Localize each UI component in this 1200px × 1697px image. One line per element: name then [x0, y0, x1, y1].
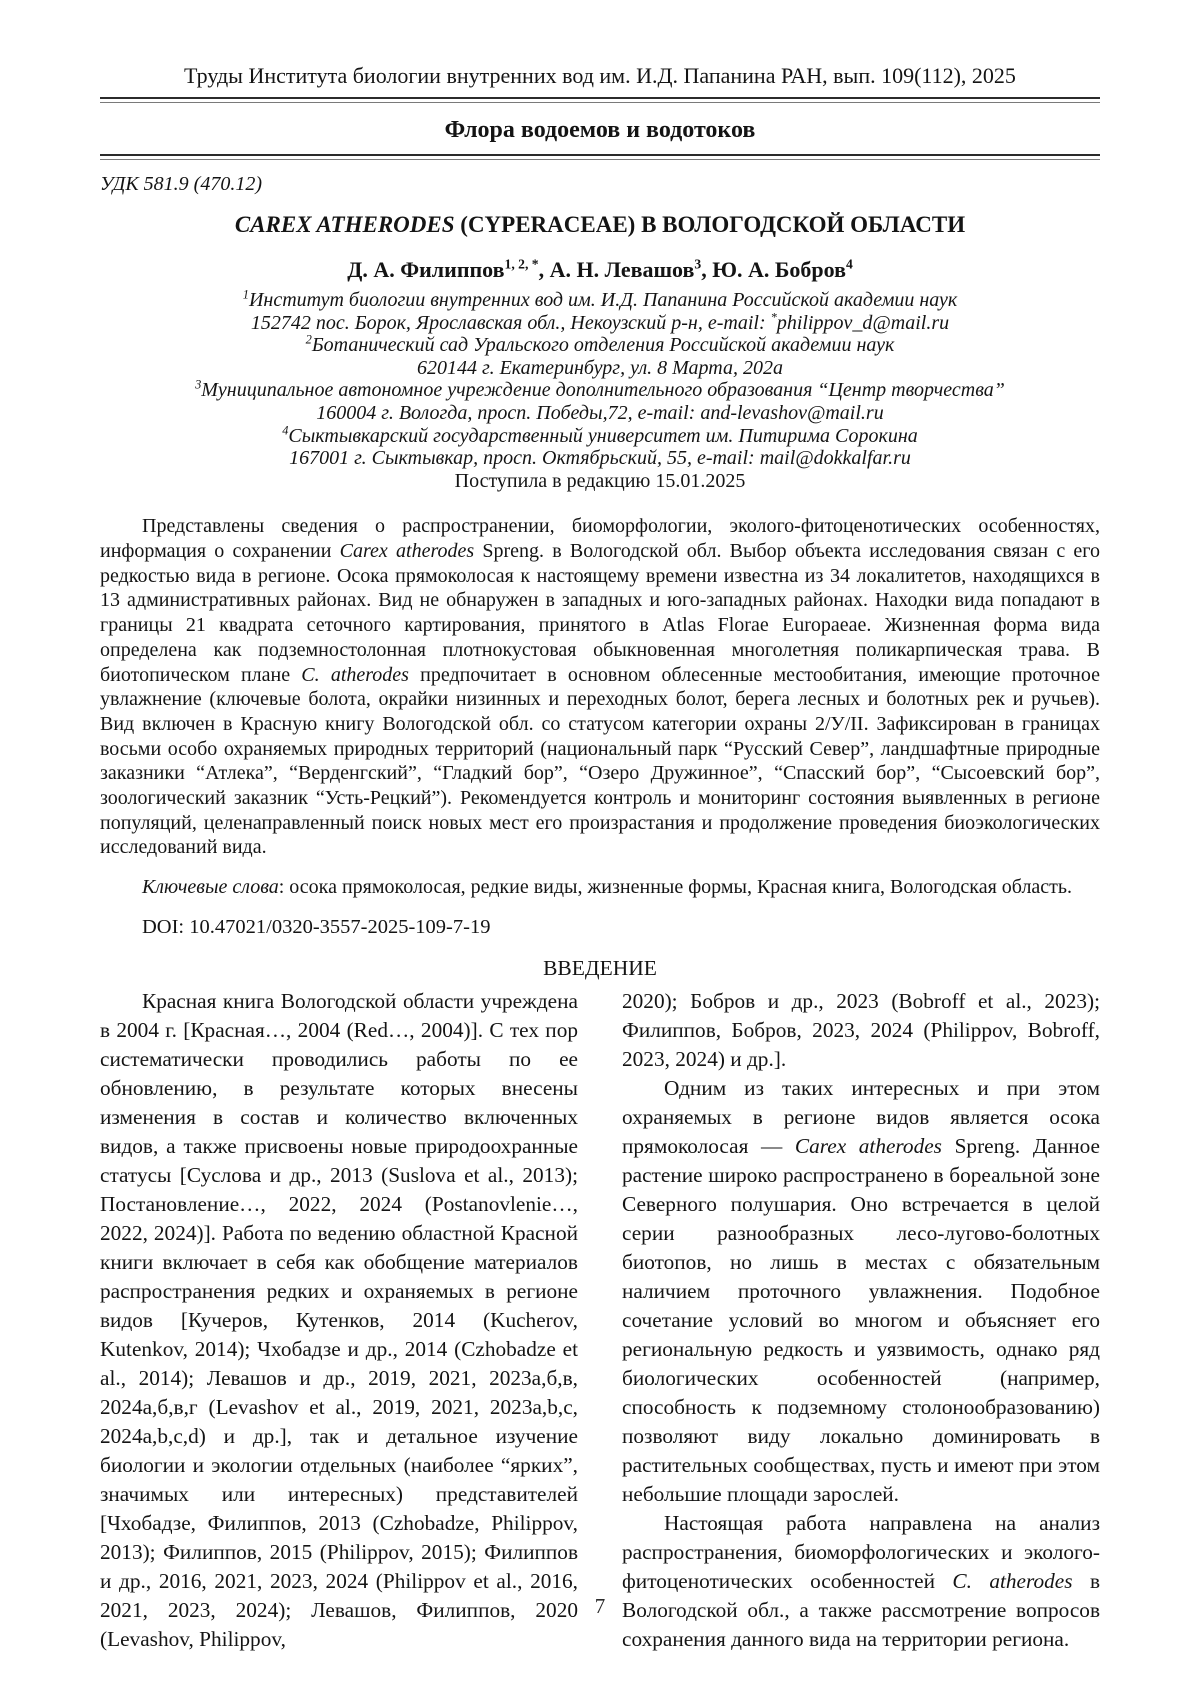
authors-line: Д. А. Филиппов$^{1, 2, *}$, А. Н. Левашов$^3$, Ю. А. Бобров$^4$	[347, 256, 853, 282]
affiliation-line: 620144 г. Екатеринбург, ул. 8 Марта, 202а	[417, 356, 783, 379]
affiliation-line: $^4$Сыктывкарский государственный университет им. Питирима Сорокина	[282, 422, 918, 447]
column-right	[622, 987, 1100, 1654]
introduction-heading: ВВЕДЕНИЕ	[543, 955, 657, 980]
affiliation-line: 167001 г. Сыктывкар, просп. Октябрьский, 55, e-mail: mail@dokkalfar.ru	[289, 447, 911, 470]
doi-line: DOI: 10.47021/0320-3557-2025-109-7-19	[142, 915, 491, 938]
affiliation-line: 160004 г. Вологда, просп. Победы,72, e-mail: and-levashov@mail.ru	[316, 401, 884, 424]
body-paragraph: Настоящая работа направлена на анализ распространения, биоморфологических и эколого-фитоценотических особенностей C. atherodes в Вологодской обл., а также рассмотрение вопросов сохранения данного вида на территории региона.	[622, 1510, 1101, 1651]
page-number: 7	[594, 1594, 606, 1618]
affiliation-line: $^2$Ботанический сад Уральского отделения Российской академии наук	[305, 332, 895, 357]
affiliations-block	[100, 289, 1100, 492]
affiliation-line: $^3$Муниципальное автономное учреждение дополнительного образования “Центр творчества”	[195, 377, 1005, 402]
body-paragraph: Одним из таких интересных и при этом охраняемых в регионе видов является осока прямоколосая — Carex atherodes Spreng. Данное растение широко распространено в бореальной зоне Северного полушария. Оно встречается в целой серии разнообразных лесо-лугово-болотных биотопов, но лишь в местах с обязательным наличием проточного увлажнения. Подобное сочетание условий во многом и объясняет его региональную редкость и уязвимость, однако ряд биологических особенностей (например, способность к подземному столонообразованию) позволяют виду локально доминировать в растительных сообществах, пусть и имеют при этом небольшие площади зарослей.	[622, 1075, 1100, 1506]
journal-header: Труды Института биологии внутренних вод им. И.Д. Папанина РАН, вып. 109(112), 2025	[184, 63, 1016, 88]
banner-rule	[100, 154, 1100, 160]
udc-label: УДК 581.9 (470.12)	[100, 173, 262, 195]
section-banner: Флора водоемов и водотоков	[444, 117, 756, 143]
affiliation-line: $^1$Институт биологии внутренних вод им. И.Д. Папанина Российской академии наук	[242, 287, 958, 311]
article-title: CAREX ATHERODES (CYPERACEAE) В ВОЛОГОДСКОЙ ОБЛАСТИ	[234, 212, 966, 237]
affiliation-line: 152742 пос. Борок, Ярославская обл., Некоузский р-н, e-mail: *philippov_d@mail.ru	[250, 309, 950, 334]
header-rule	[100, 97, 1100, 103]
body-paragraph: 2020); Бобров и др., 2023 (Bobroff et al., 2023); Филиппов, Бобров, 2023, 2024 (Philippov, Bobroff, 2023, 2024) и др.].	[622, 988, 1100, 1071]
column-left	[100, 987, 578, 1654]
intro-columns	[100, 987, 1100, 1654]
abstract-paragraph: Представлены сведения о распространении, биоморфологии, эколого-фитоценотических особенностях, информация о сохранении Carex atherodes Spreng. в Вологодской обл. Выбор объекта исследования связан с его редкостью вида в регионе. Осока прямоколосая к настоящему времени известна из 34 локалитетов, находящихся в 13 административных районах. Вид не обнаружен в западных и юго-западных районах. Находки вида попадают в границы 21 квадрата сеточного картирования, принятого в Atlas Florae Europaeae. Жизненная форма вида определена как подземностолонная плотнокустовая обыкновенная многолетняя поликарпическая трава. В биотопическом плане C. atherodes предпочитает в основном облесенные местообитания, имеющие проточное увлажнение (ключевые болота, окрайки низинных и переходных болот, берега лесных и болотных рек и ручьев). Вид включен в Красную книгу Вологодской обл. со статусом категории охраны 2/У/II. Зафиксирован в границах восьми особо охраняемых природных территорий (национальный парк “Русский Север”, ландшафтные природные заказники “Атлека”, “Верденгский”, “Гладкий бор”, “Озеро Дружинное”, “Спасский бор”, “Сысоевский бор”, зоологический заказник “Усть-Рецкий”). Рекомендуется контроль и мониторинг состояния выявленных в регионе популяций, целенаправленный поиск новых мест его произрастания и продолжение проведения биоэкологических исследований вида.	[100, 515, 1101, 859]
body-paragraph: Красная книга Вологодской области учреждена в 2004 г. [Красная…, 2004 (Red…, 2004)]. С тех пор систематически проводились работы по ее обновлению, в результате которых внесены изменения в состав и количество включенных видов, а также присвоены новые природоохранные статусы [Суслова и др., 2013 (Suslova et al., 2013); Постановление…, 2022, 2024 (Postanovlenie…, 2022, 2024)]. Работа по ведению областной Красной книги включает в себя как обобщение материалов распространения редких и охраняемых в регионе видов [Кучеров, Кутенков, 2014 (Kucherov, Kutenkov, 2014); Чхобадзе и др., 2014 (Czhobadze et al., 2014); Левашов и др., 2019, 2021, 2023а,б,в, 2024а,б,в,г (Levashov et al., 2019, 2021, 2023a,b,c, 2024a,b,c,d) и др.], так и детальное изучение биологии и экологии отдельных (наиболее “ярких”, значимых или интересных) представителей [Чхобадзе, Филиппов, 2013 (Czhobadze, Philippov, 2013); Филиппов, 2015 (Philippov, 2015); Филиппов и др., 2016, 2021, 2023, 2024 (Philippov et al., 2016, 2021, 2023, 2024); Левашов, Филиппов, 2020 (Levashov, Philippov,	[100, 988, 578, 1651]
received-date: Поступила в редакцию 15.01.2025	[454, 469, 746, 492]
keywords-paragraph: Ключевые слова: осока прямоколосая, редкие виды, жизненные формы, Красная книга, Вологодская область.	[142, 876, 1073, 899]
